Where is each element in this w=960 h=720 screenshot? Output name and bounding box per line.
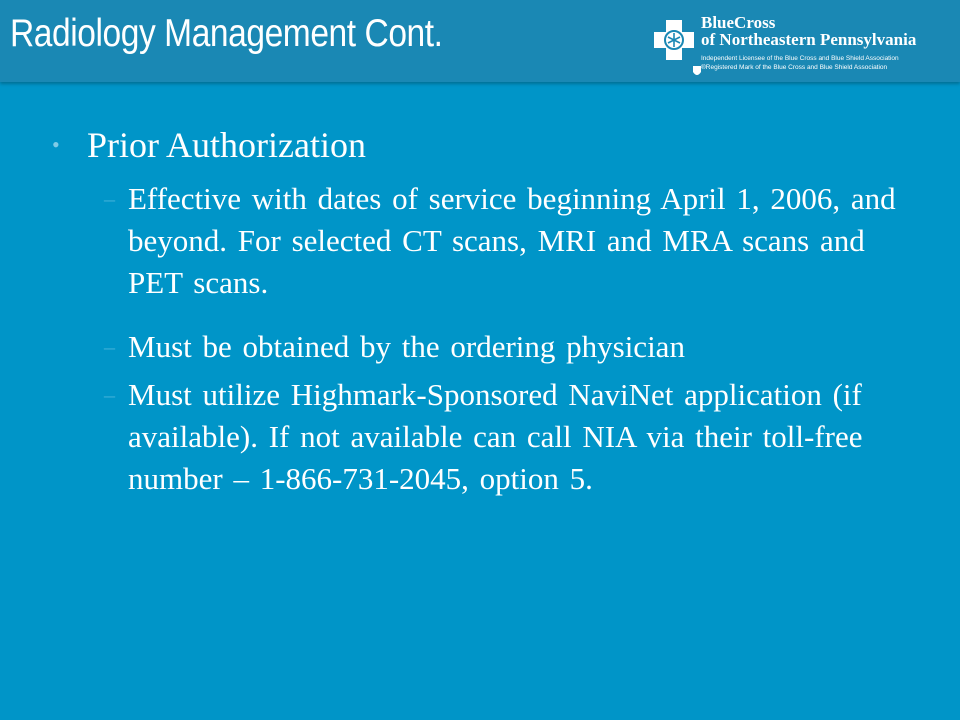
brand-region: of Northeastern Pennsylvania <box>701 30 917 49</box>
bullet-heading: Prior Authorization <box>87 125 366 165</box>
brand-trademark-note: ®Registered Mark of the Blue Cross and Blue Shield Association <box>701 64 888 71</box>
page-title: Radiology Management Cont. <box>10 12 443 55</box>
sub-bullet-text: Effective with dates of service beginning April 1, 2006, and beyond. For selected CT scans, MRI and MRA scans and PET scans. <box>128 181 896 300</box>
sub-bullet-marker: – <box>104 334 115 359</box>
bullet-marker: • <box>52 132 60 157</box>
brand-license-note: Independent Licensee of the Blue Cross and Blue Shield Association <box>701 55 899 62</box>
sub-bullet-text: Must be obtained by the ordering physician <box>128 329 685 364</box>
sub-bullet-marker: – <box>104 186 115 211</box>
sub-bullet-text: Must utilize Highmark-Sponsored NaviNet application (if available). If not available can call NIA via their toll-free number – 1-866-731-2045, option 5. <box>128 377 863 496</box>
brand-name: BlueCross <box>701 13 776 32</box>
sub-bullet-marker: – <box>104 382 115 407</box>
